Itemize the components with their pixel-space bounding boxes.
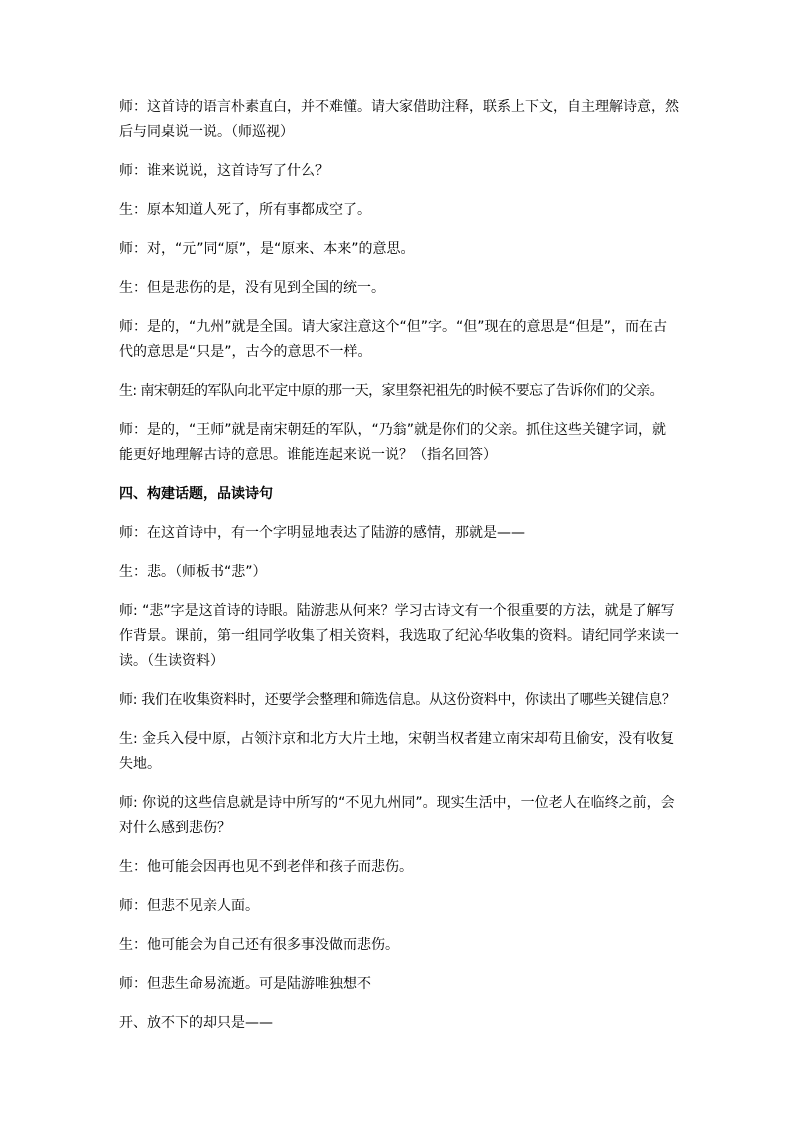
paragraph: 师：谁来说说，这首诗写了什么？ [119,163,329,179]
paragraph: 师：是的，“王师”就是南宋朝廷的军队，“乃翁”就是你们的父亲。抓住这些关键字词，就能更好地理解古诗的意思。谁能连起来说一说？（指名回答） [119,422,667,463]
paragraph: 师：但悲不见亲人面。 [119,898,259,914]
paragraph: 师: 我们在收集资料时，还要学会整理和筛选信息。从这份资料中，你读出了哪些关键信息？ [119,692,676,708]
paragraph: 师：是的，“九州”就是全国。请大家注意这个“但”字。“但”现在的意思是“但是”，而在古代的意思是“只是”，古今的意思不一样。 [119,319,668,360]
paragraph: 师：在这首诗中，有一个字明显地表达了陆游的感情，那就是—— [119,525,525,541]
paragraph: 开、放不下的却只是—— [119,1015,273,1031]
paragraph: 师：这首诗的语言朴素直白，并不难懂。请大家借助注释，联系上下文，自主理解诗意，然后与同桌说一说。（师巡视） [119,99,679,140]
paragraph: 生：但是悲伤的是，没有见到全国的统一。 [119,280,385,296]
paragraph: 师：对，“元”同“原”，是“原来、本来”的意思。 [119,241,415,257]
section-heading: 四、构建话题，品读诗句 [119,486,273,502]
paragraph: 师: “悲”字是这首诗的诗眼。陆游悲从何来？学习古诗文有一个很重要的方法，就是了解写作背景。课前，第一组同学收集了相关资料，我选取了纪沁华收集的资料。请纪同学来读一读。（生读资料） [119,603,679,669]
paragraph: 生：他可能会为自己还有很多事没做而悲伤。 [119,937,399,953]
document-body [119,95,679,1050]
paragraph: 师: 你说的这些信息就是诗中所写的“不见九州同”。现实生活中，一位老人在临终之前，会对什么感到悲伤？ [119,795,675,836]
paragraph: 师：但悲生命易流逝。可是陆游唯独想不 [119,976,371,992]
paragraph: 生: 金兵入侵中原，占领汴京和北方大片土地，宋朝当权者建立南宋却苟且偷安，没有收复失地。 [119,731,675,772]
paragraph: 生：他可能会因再也见不到老伴和孩子而悲伤。 [119,859,413,875]
paragraph: 生：悲。（师板书“悲”） [119,564,267,580]
paragraph: 生：原本知道人死了，所有事都成空了。 [119,202,371,218]
paragraph: 生: 南宋朝廷的军队向北平定中原的那一天，家里祭祀祖先的时候不要忘了告诉你们的父亲。 [119,383,663,399]
